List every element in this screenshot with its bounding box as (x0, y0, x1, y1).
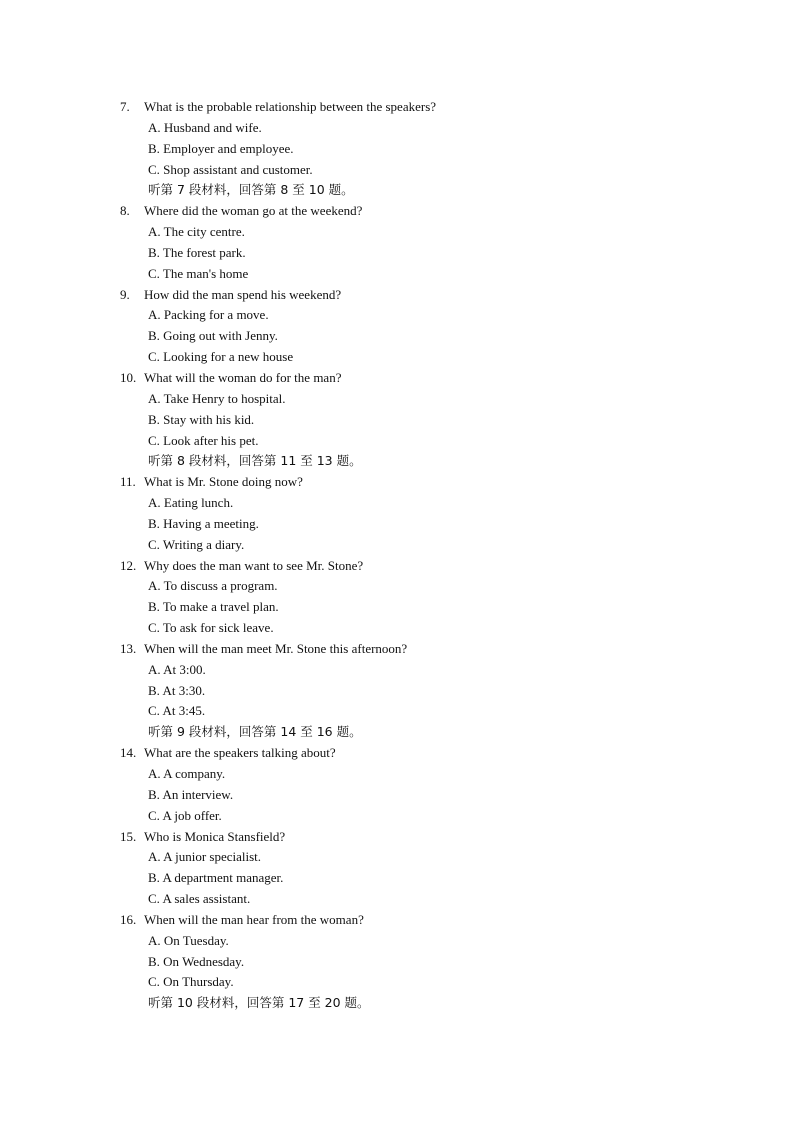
question-text: Why does the man want to see Mr. Stone? (144, 557, 364, 573)
answer-option: C. Looking for a new house (148, 349, 294, 365)
answer-option: B. At 3:30. (148, 682, 206, 698)
question-number: 10. (120, 369, 137, 385)
answer-option: C. Shop assistant and customer. (148, 161, 313, 177)
question-stem (120, 743, 720, 764)
question-number: 11. (120, 474, 136, 490)
answer-option: A. At 3:00. (148, 661, 206, 677)
question-text: What are the speakers talking about? (144, 745, 336, 761)
question-block (120, 556, 720, 639)
question-stem (120, 639, 720, 660)
answer-option: B. A department manager. (148, 870, 284, 886)
question-stem (120, 201, 720, 222)
question-number: 12. (120, 557, 137, 573)
question-number: 15. (120, 828, 137, 844)
answer-option: A. On Tuesday. (148, 932, 229, 948)
answer-option: A. Eating lunch. (148, 495, 234, 511)
question-text: What is Mr. Stone doing now? (144, 474, 303, 490)
question-number: 14. (120, 745, 137, 761)
question-block (120, 639, 720, 743)
answer-option: B. On Wednesday. (148, 953, 245, 969)
question-block (120, 472, 720, 555)
question-text: Where did the woman go at the weekend? (144, 203, 363, 219)
question-stem (120, 556, 720, 577)
question-block (120, 97, 720, 201)
question-block (120, 743, 720, 826)
question-stem (120, 97, 720, 118)
answer-option: A. A company. (148, 766, 226, 781)
question-block (120, 910, 720, 1014)
question-stem (120, 368, 720, 389)
question-text: How did the man spend his weekend? (144, 286, 342, 302)
answer-option: A. The city centre. (148, 224, 245, 240)
answer-option: B. Going out with Jenny. (148, 328, 278, 344)
question-stem (120, 472, 720, 493)
question-text: Who is Monica Stansfield? (144, 828, 286, 844)
section-instruction: 听第 7 段材料，回答第 8 至 10 题。 (148, 182, 354, 198)
answer-option: B. The forest park. (148, 244, 246, 260)
answer-option: B. Having a meeting. (148, 515, 259, 531)
question-number: 8. (120, 203, 130, 219)
section-instruction: 听第 8 段材料，回答第 11 至 13 题。 (148, 453, 362, 469)
question-block (120, 827, 720, 910)
answer-option: C. A job offer. (148, 807, 222, 823)
question-text: When will the man hear from the woman? (144, 911, 364, 927)
answer-option: C. At 3:45. (148, 703, 206, 719)
answer-option: B. An interview. (148, 786, 234, 802)
answer-option: C. On Thursday. (148, 974, 234, 990)
answer-option: B. Employer and employee. (148, 140, 294, 156)
question-number: 16. (120, 911, 137, 927)
answer-option: A. Packing for a move. (148, 307, 269, 323)
question-stem (120, 827, 720, 848)
question-number: 7. (120, 99, 130, 114)
question-block (120, 368, 720, 472)
answer-option: A. Take Henry to hospital. (148, 390, 286, 406)
question-number: 13. (120, 640, 137, 656)
answer-option: C. Look after his pet. (148, 432, 259, 448)
question-block (120, 201, 720, 284)
question-number: 9. (120, 286, 130, 302)
answer-option: C. To ask for sick leave. (148, 620, 274, 636)
section-instruction: 听第 10 段材料，回答第 17 至 20 题。 (148, 995, 370, 1011)
answer-option: A. To discuss a program. (148, 578, 278, 594)
question-stem (120, 910, 720, 931)
answer-option: C. The man's home (148, 265, 249, 281)
question-text: What is the probable relationship between the speakers? (144, 99, 437, 114)
answer-option: A. Husband and wife. (148, 119, 262, 135)
question-block (120, 285, 720, 368)
section-instruction: 听第 9 段材料，回答第 14 至 16 题。 (148, 724, 362, 740)
question-text: When will the man meet Mr. Stone this afternoon? (144, 640, 408, 656)
question-stem (120, 285, 720, 306)
answer-option: C. Writing a diary. (148, 536, 245, 552)
answer-option: A. A junior specialist. (148, 849, 262, 865)
question-text: What will the woman do for the man? (144, 369, 342, 385)
answer-option: C. A sales assistant. (148, 891, 251, 907)
answer-option: B. Stay with his kid. (148, 411, 255, 427)
answer-option: B. To make a travel plan. (148, 599, 279, 615)
question-list (120, 97, 720, 1014)
